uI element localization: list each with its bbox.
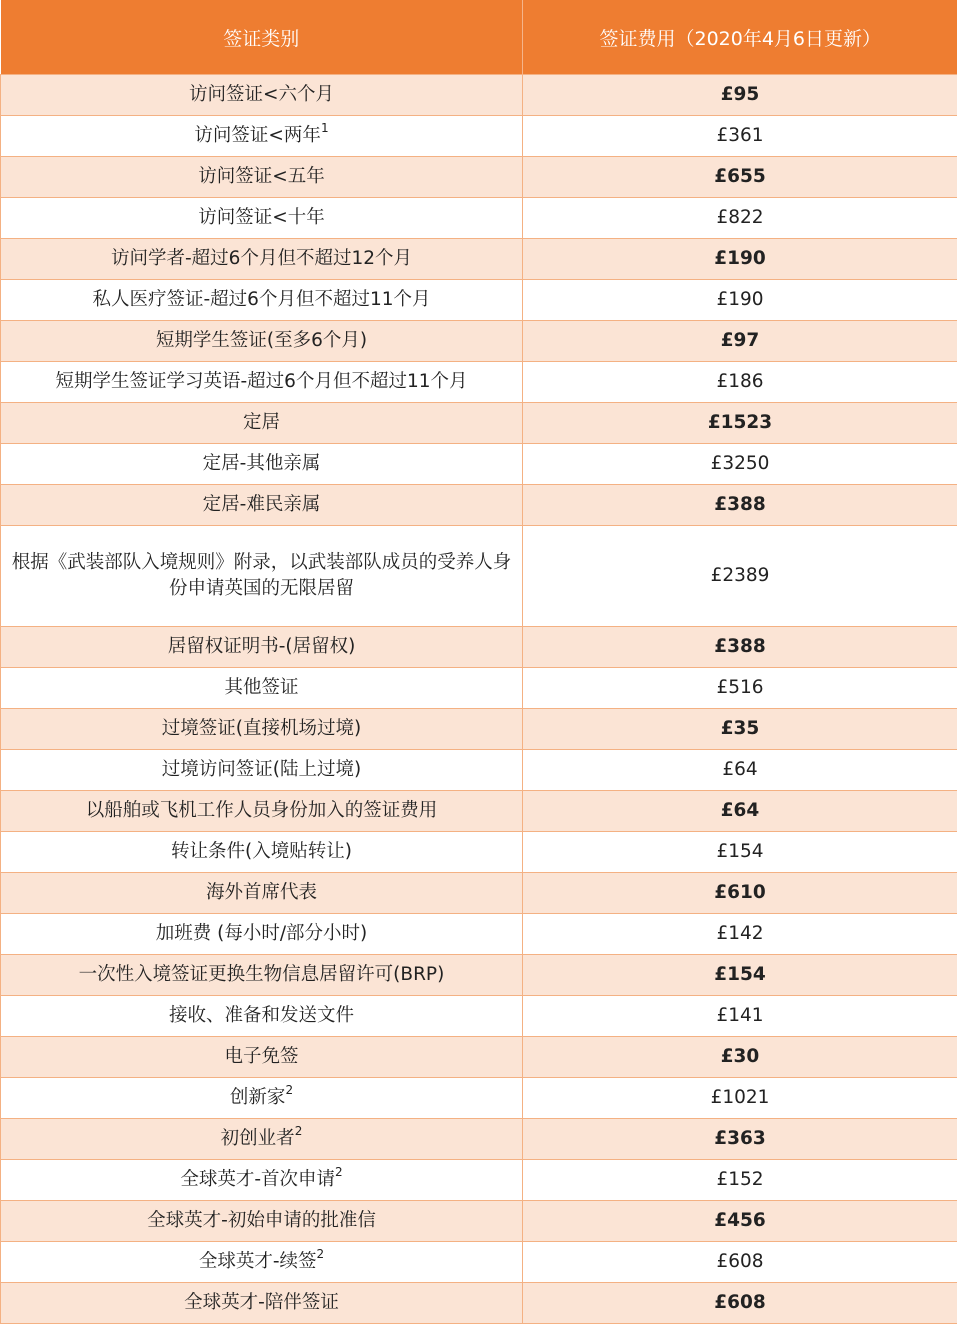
table-row	[1, 709, 957, 750]
visa-category-label: 全球英才-首次申请	[180, 1169, 336, 1190]
visa-category-label: 电子免签	[224, 1046, 299, 1067]
visa-category-cell	[1, 280, 523, 321]
visa-fee-cell: £154	[523, 832, 957, 873]
visa-category-cell	[1, 1201, 523, 1242]
visa-category-cell	[1, 1119, 523, 1160]
table-row	[1, 116, 957, 157]
table-row	[1, 280, 957, 321]
visa-fee-cell: £186	[523, 362, 957, 403]
visa-category-label: 以船舶或飞机工作人员身份加入的签证费用	[85, 800, 438, 821]
table-row	[1, 362, 957, 403]
visa-fee-cell: £655	[523, 157, 957, 198]
visa-category-label: 接收、准备和发送文件	[168, 1005, 354, 1026]
table-row	[1, 75, 957, 116]
visa-category-label: 转让条件(入境贴转让)	[171, 841, 352, 862]
visa-category-cell	[1, 362, 523, 403]
visa-category-label: 访问签证<两年	[194, 125, 321, 146]
visa-category-label: 全球英才-初始申请的批准信	[147, 1210, 376, 1231]
visa-fee-cell: £361	[523, 116, 957, 157]
visa-fee-cell: £35	[523, 709, 957, 750]
visa-fee-cell: £142	[523, 914, 957, 955]
visa-category-label: 创新家	[229, 1087, 286, 1108]
table-row	[1, 157, 957, 198]
footnote-marker: 1	[320, 120, 329, 135]
visa-fee-cell: £822	[523, 198, 957, 239]
visa-fee-cell: £3250	[523, 444, 957, 485]
visa-category-cell	[1, 526, 523, 627]
visa-fee-cell: £608	[523, 1283, 957, 1324]
visa-category-label: 根据《武装部队入境规则》附录，以武装部队成员的受养人身份申请英国的无限居留	[11, 552, 512, 599]
visa-category-label: 一次性入境签证更换生物信息居留许可(BRP)	[78, 964, 445, 985]
visa-category-label: 私人医疗签证-超过6个月但不超过11个月	[92, 289, 431, 310]
visa-fee-cell: £152	[523, 1160, 957, 1201]
visa-category-label: 居留权证明书-(居留权)	[167, 636, 356, 657]
visa-category-cell	[1, 485, 523, 526]
table-header-row	[1, 0, 957, 75]
visa-category-cell	[1, 914, 523, 955]
visa-category-label: 海外首席代表	[205, 882, 317, 903]
visa-category-cell	[1, 116, 523, 157]
visa-category-label: 访问签证<五年	[198, 166, 325, 187]
visa-category-cell	[1, 873, 523, 914]
table-row	[1, 873, 957, 914]
table-row	[1, 444, 957, 485]
footnote-marker: 2	[285, 1082, 294, 1097]
table-row	[1, 914, 957, 955]
visa-category-cell	[1, 321, 523, 362]
visa-category-label: 定居-其他亲属	[202, 453, 321, 474]
footnote-marker: 2	[294, 1123, 303, 1138]
visa-fee-cell: £64	[523, 791, 957, 832]
table-row	[1, 403, 957, 444]
visa-category-label: 加班费 (每小时/部分小时)	[155, 923, 368, 944]
table-body	[1, 75, 957, 1324]
visa-fee-cell: £190	[523, 280, 957, 321]
visa-fee-cell: £30	[523, 1037, 957, 1078]
visa-fee-cell: £388	[523, 485, 957, 526]
visa-fee-cell: £388	[523, 627, 957, 668]
visa-category-cell	[1, 1160, 523, 1201]
visa-category-cell	[1, 239, 523, 280]
table-row	[1, 1201, 957, 1242]
visa-category-cell	[1, 996, 523, 1037]
visa-category-cell	[1, 668, 523, 709]
table-row	[1, 198, 957, 239]
table-row	[1, 526, 957, 627]
visa-fee-cell: £610	[523, 873, 957, 914]
table-row	[1, 1160, 957, 1201]
visa-category-cell	[1, 832, 523, 873]
table-row	[1, 1283, 957, 1324]
visa-category-label: 短期学生签证(至多6个月)	[155, 330, 368, 351]
table-row	[1, 791, 957, 832]
visa-fee-cell: £608	[523, 1242, 957, 1283]
visa-category-label: 定居	[242, 412, 280, 433]
column-header-fee: 签证费用（2020年4月6日更新）	[523, 0, 957, 75]
visa-category-cell	[1, 750, 523, 791]
visa-category-cell	[1, 1283, 523, 1324]
visa-category-label: 短期学生签证学习英语-超过6个月但不超过11个月	[55, 371, 468, 392]
visa-category-cell	[1, 1242, 523, 1283]
visa-fee-cell: £95	[523, 75, 957, 116]
table-row	[1, 750, 957, 791]
table-row	[1, 627, 957, 668]
visa-category-label: 访问签证<十年	[198, 207, 325, 228]
visa-category-cell	[1, 627, 523, 668]
footnote-marker: 2	[335, 1164, 343, 1179]
visa-fee-cell: £64	[523, 750, 957, 791]
table-row	[1, 955, 957, 996]
visa-category-label: 全球英才-续签	[198, 1251, 317, 1272]
visa-fee-cell: £190	[523, 239, 957, 280]
visa-fee-cell: £2389	[523, 526, 957, 627]
visa-fee-cell: £516	[523, 668, 957, 709]
visa-fee-cell: £141	[523, 996, 957, 1037]
table-row	[1, 321, 957, 362]
visa-category-cell	[1, 709, 523, 750]
visa-category-label: 定居-难民亲属	[202, 494, 321, 515]
table-row	[1, 1119, 957, 1160]
visa-category-cell	[1, 955, 523, 996]
visa-fee-cell: £363	[523, 1119, 957, 1160]
visa-fee-cell: £1021	[523, 1078, 957, 1119]
table-row	[1, 485, 957, 526]
visa-category-cell	[1, 157, 523, 198]
visa-category-cell	[1, 1078, 523, 1119]
column-header-category: 签证类别	[1, 0, 523, 75]
table-row	[1, 1037, 957, 1078]
visa-category-label: 访问学者-超过6个月但不超过12个月	[111, 248, 412, 269]
visa-category-label: 全球英才-陪伴签证	[184, 1292, 339, 1313]
visa-category-label: 初创业者	[220, 1128, 295, 1149]
visa-category-cell	[1, 198, 523, 239]
table-row	[1, 239, 957, 280]
footnote-marker: 2	[316, 1246, 325, 1261]
visa-fee-cell: £154	[523, 955, 957, 996]
table-row	[1, 832, 957, 873]
visa-category-label: 访问签证<六个月	[188, 84, 334, 105]
visa-fee-cell: £1523	[523, 403, 957, 444]
visa-category-label: 过境访问签证(陆上过境)	[161, 759, 362, 780]
visa-category-cell	[1, 403, 523, 444]
table-row	[1, 996, 957, 1037]
visa-category-label: 过境签证(直接机场过境)	[161, 718, 362, 739]
table-row	[1, 668, 957, 709]
visa-category-cell	[1, 75, 523, 116]
visa-category-cell	[1, 791, 523, 832]
table-row	[1, 1078, 957, 1119]
visa-category-cell	[1, 444, 523, 485]
visa-category-label: 其他签证	[224, 677, 299, 698]
visa-fee-cell: £97	[523, 321, 957, 362]
table-row	[1, 1242, 957, 1283]
visa-category-cell	[1, 1037, 523, 1078]
visa-fee-cell: £456	[523, 1201, 957, 1242]
